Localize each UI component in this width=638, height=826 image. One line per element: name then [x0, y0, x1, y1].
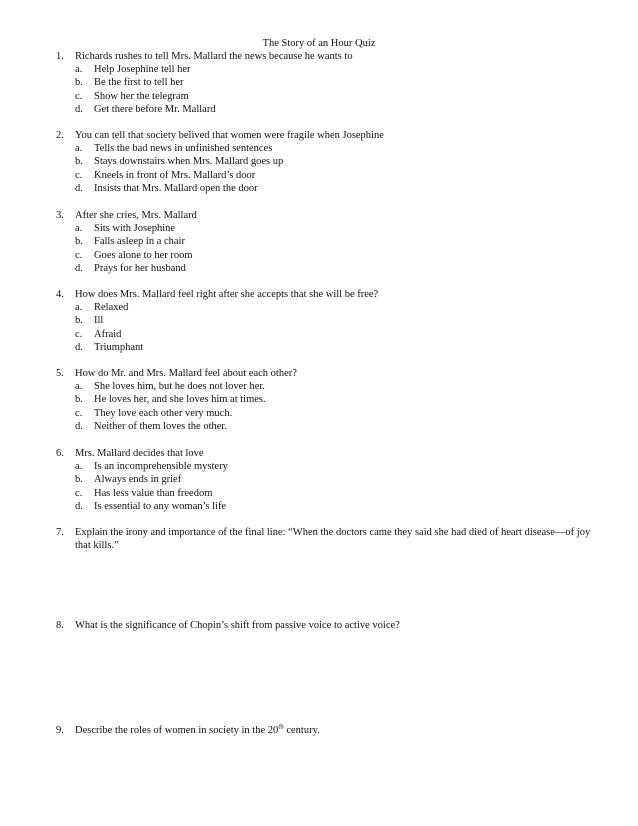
option-d — [75, 182, 596, 195]
question-number: 9. — [56, 725, 64, 736]
option-text: Show her the telegram — [94, 90, 189, 102]
question-number: 2. — [56, 130, 64, 141]
option-letter: c. — [75, 169, 83, 181]
option-letter: d. — [75, 341, 83, 353]
question-number: 5. — [56, 368, 64, 379]
question-text: After she cries, Mrs. Mallard — [75, 210, 197, 221]
question-text: Mrs. Mallard decides that love — [75, 448, 204, 459]
answer-options — [75, 222, 596, 275]
option-text: Help Josephine tell her — [94, 64, 191, 76]
option-text: Sits with Josephine — [94, 223, 176, 235]
answer-options — [75, 63, 596, 116]
question-text: How do Mr. and Mrs. Mallard feel about each other? — [75, 368, 297, 379]
option-letter: a. — [75, 223, 83, 235]
option-letter: d. — [75, 262, 83, 274]
option-text: Kneels in front of Mrs. Mallard’s door — [94, 169, 256, 181]
question-number: 3. — [56, 210, 64, 221]
option-text: Is essential to any woman’s life — [94, 500, 227, 512]
option-b — [75, 155, 596, 168]
answer-options — [75, 142, 596, 195]
question-1 — [56, 50, 596, 116]
question-text-start: Describe the roles of women in society in the 20 — [75, 725, 279, 736]
question-9 — [56, 724, 596, 737]
option-b — [75, 393, 596, 406]
question-number: 6. — [56, 448, 64, 459]
question-5 — [56, 367, 596, 433]
option-text: Afraid — [94, 328, 122, 340]
option-text: Triumphant — [94, 341, 144, 353]
option-letter: a. — [75, 461, 83, 473]
option-text: Insists that Mrs. Mallard open the door — [94, 182, 258, 194]
question-text: You can tell that society belived that women were fragile when Josephine — [75, 130, 384, 141]
option-letter: d. — [75, 182, 83, 194]
option-letter: d. — [75, 500, 83, 512]
option-text: Goes alone to her room — [94, 249, 193, 261]
answer-options — [75, 380, 596, 433]
option-a — [75, 301, 596, 314]
option-a — [75, 380, 596, 393]
question-text: Explain the irony and importance of the final line: “When the doctors came they said she had died of heart disease—of joy that kills.” — [75, 527, 591, 552]
option-d — [75, 420, 596, 433]
option-text: Get there before Mr. Mallard — [94, 103, 216, 115]
option-text: They love each other very much. — [94, 407, 233, 419]
option-text: Be the first to tell her — [94, 77, 184, 89]
option-d — [75, 262, 596, 275]
option-text: Prays for her husband — [94, 262, 186, 274]
question-3 — [56, 209, 596, 275]
option-letter: b. — [75, 156, 83, 168]
option-text: Always ends in grief — [94, 474, 182, 486]
option-letter: b. — [75, 315, 83, 327]
option-letter: c. — [75, 90, 83, 102]
option-letter: b. — [75, 77, 83, 89]
option-text: Has less value than freedom — [94, 487, 213, 499]
question-text: Richards rushes to tell Mrs. Mallard the news because he wants to — [75, 51, 353, 62]
option-b — [75, 235, 596, 248]
option-letter: a. — [75, 143, 83, 155]
option-letter: a. — [75, 381, 83, 393]
option-text: Stays downstairs when Mrs. Mallard goes up — [94, 156, 284, 168]
option-letter: c. — [75, 249, 83, 261]
option-letter: c. — [75, 407, 83, 419]
option-letter: c. — [75, 328, 83, 340]
question-text — [75, 724, 596, 737]
option-c — [75, 407, 596, 420]
option-letter: d. — [75, 103, 83, 115]
option-b — [75, 76, 596, 89]
option-letter: c. — [75, 487, 83, 499]
option-letter: b. — [75, 236, 83, 248]
option-text: Neither of them loves the other. — [94, 420, 227, 432]
option-a — [75, 460, 596, 473]
option-text: Ill — [94, 315, 104, 327]
question-text: What is the significance of Chopin’s shift from passive voice to active voice? — [75, 620, 400, 631]
option-c — [75, 328, 596, 341]
question-7 — [56, 526, 596, 552]
option-d — [75, 103, 596, 116]
option-d — [75, 500, 596, 513]
question-number: 1. — [56, 51, 64, 62]
option-c — [75, 90, 596, 103]
option-a — [75, 142, 596, 155]
question-text-end: century. — [283, 725, 320, 736]
answer-options — [75, 460, 596, 513]
option-text: Is an incomprehensible mystery — [94, 461, 228, 473]
option-letter: d. — [75, 420, 83, 432]
question-number: 8. — [56, 620, 64, 631]
option-letter: a. — [75, 64, 83, 76]
option-c — [75, 169, 596, 182]
answer-options — [75, 301, 596, 354]
option-letter: a. — [75, 302, 83, 314]
question-4 — [56, 288, 596, 354]
question-number: 7. — [56, 527, 64, 538]
question-number: 4. — [56, 289, 64, 300]
question-6 — [56, 447, 596, 513]
option-a — [75, 222, 596, 235]
page-title: The Story of an Hour Quiz — [262, 38, 376, 49]
option-text: Tells the bad news in unfinished sentences — [94, 143, 273, 155]
question-2 — [56, 129, 596, 195]
option-a — [75, 63, 596, 76]
option-b — [75, 473, 596, 486]
option-c — [75, 487, 596, 500]
option-text: He loves her, and she loves him at times. — [94, 394, 266, 406]
option-text: She loves him, but he does not lover her. — [94, 381, 265, 393]
option-b — [75, 314, 596, 327]
question-8 — [56, 619, 596, 632]
option-letter: b. — [75, 394, 83, 406]
option-text: Relaxed — [94, 302, 129, 314]
option-text: Falls asleep in a chair — [94, 236, 185, 248]
option-d — [75, 341, 596, 354]
option-letter: b. — [75, 474, 83, 486]
ordinal-superscript: th — [278, 722, 284, 731]
question-text: How does Mrs. Mallard feel right after she accepts that she will be free? — [75, 289, 379, 300]
option-c — [75, 249, 596, 262]
